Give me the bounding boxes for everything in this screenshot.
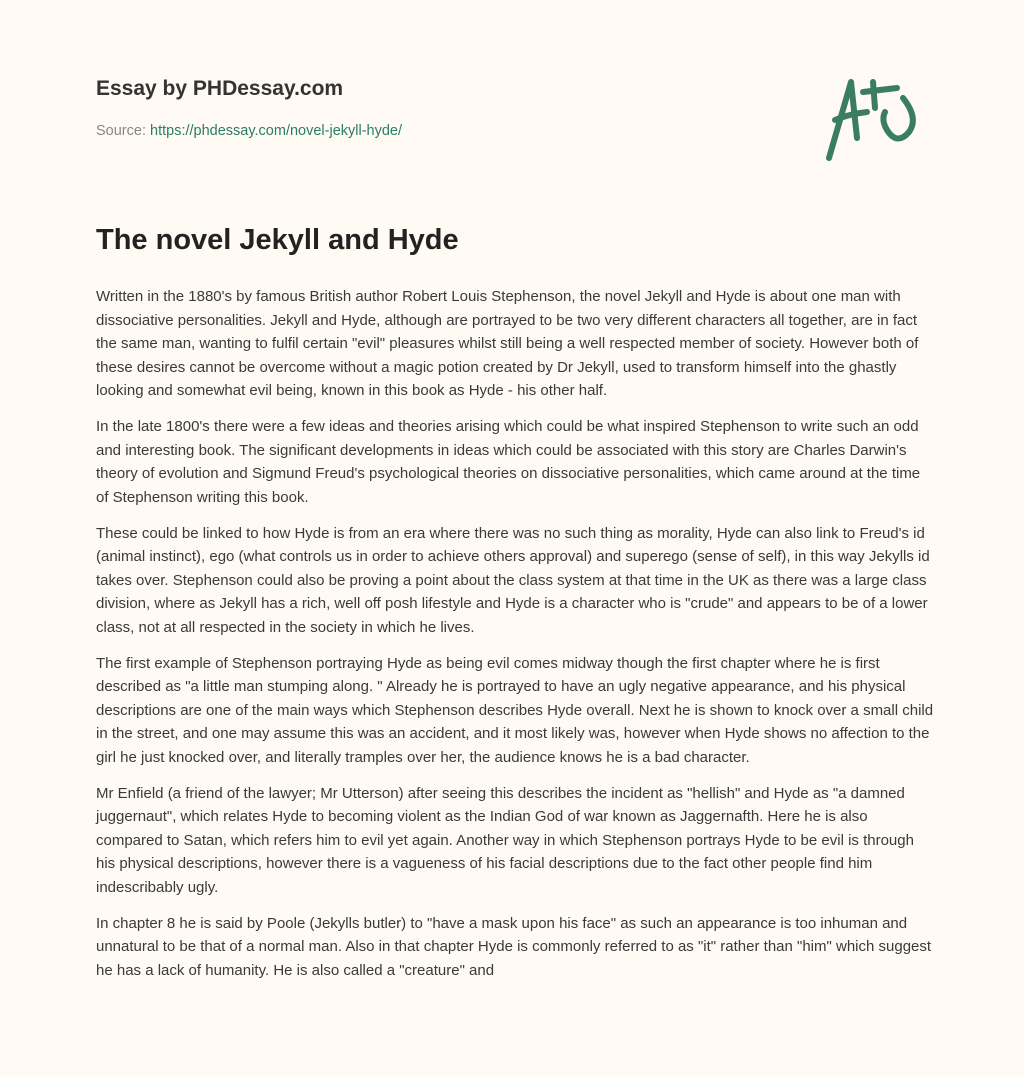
essay-title: The novel Jekyll and Hyde [96,224,459,256]
source-label: Source: [96,123,146,139]
a-plus-logo-icon [815,68,930,168]
source-link[interactable]: https://phdessay.com/novel-jekyll-hyde/ [150,123,403,139]
site-brand: Essay by PHDessay.com [96,77,344,100]
essay-body [96,285,936,995]
source-line [96,123,402,139]
paragraph: Written in the 1880's by famous British author Robert Louis Stephenson, the novel Jekyll and Hyde is about one man with dissociative personalities. Jekyll and Hyde, although are portrayed to be two very different characters all together, are in fact the same man, wanting to fulfil certain "evil" pleasures whilst still being a well respected member of society. However both of these desires cannot be overcome without a magic potion created by Dr Jekyll, used to transform himself into the ghastly looking and somewhat evil being, known in this book as Hyde - his other half. [96,288,919,399]
paragraph: In the late 1800's there were a few ideas and theories arising which could be what inspired Stephenson to write such an odd and interesting book. The significant developments in ideas which could be associated with this story are Charles Darwin's theory of evolution and Sigmund Freud's psychological theories on dissociative personalities, which came around at the time of Stephenson writing this book. [96,418,921,506]
paragraph: Mr Enfield (a friend of the lawyer; Mr Utterson) after seeing this describes the incident as "hellish" and Hyde as "a damned juggernaut", which relates Hyde to becoming violent as the Indian God of war known as Jaggernafth. Here he is also compared to Satan, which refers him to evil yet again. Another way in which Stephenson portrays Hyde to be evil is through his physical descriptions, however there is a vagueness of his facial descriptions due to the fact other people find him indescribably ugly. [96,784,914,896]
paragraph: In chapter 8 he is said by Poole (Jekylls butler) to "have a mask upon his face" as such an appearance is too inhuman and unnatural to be that of a normal man. Also in that chapter Hyde is commonly referred to as "it" rather than "him" which suggest he has a lack of humanity. He is also called a "creature" and [96,914,932,979]
paragraph: The first example of Stephenson portraying Hyde as being evil comes midway though the first chapter where he is first described as "a little man stumping along. " Already he is portrayed to have an ugly negative appearance, and his physical descriptions are one of the main ways which Stephenson describes Hyde overall. Next he is shown to knock over a small child in the street, and one may assume this was an accident, and it most likely was, however when Hyde shows no affection to the girl he just knocked over, and literally tramples over her, the audience knows he is a bad character. [96,654,934,766]
paragraph: These could be linked to how Hyde is from an era where there was no such thing as morality, Hyde can also link to Freud's id (animal instinct), ego (what controls us in order to achieve others approval) and superego (sense of self), in this way Jekylls id takes over. Stephenson could also be proving a point about the class system at that time in the UK as there was a large class division, where as Jekyll has a rich, well off posh lifestyle and Hyde is a character who is "crude" and appears to be of a lower class, not at all respected in the society in which he lives. [96,524,930,636]
